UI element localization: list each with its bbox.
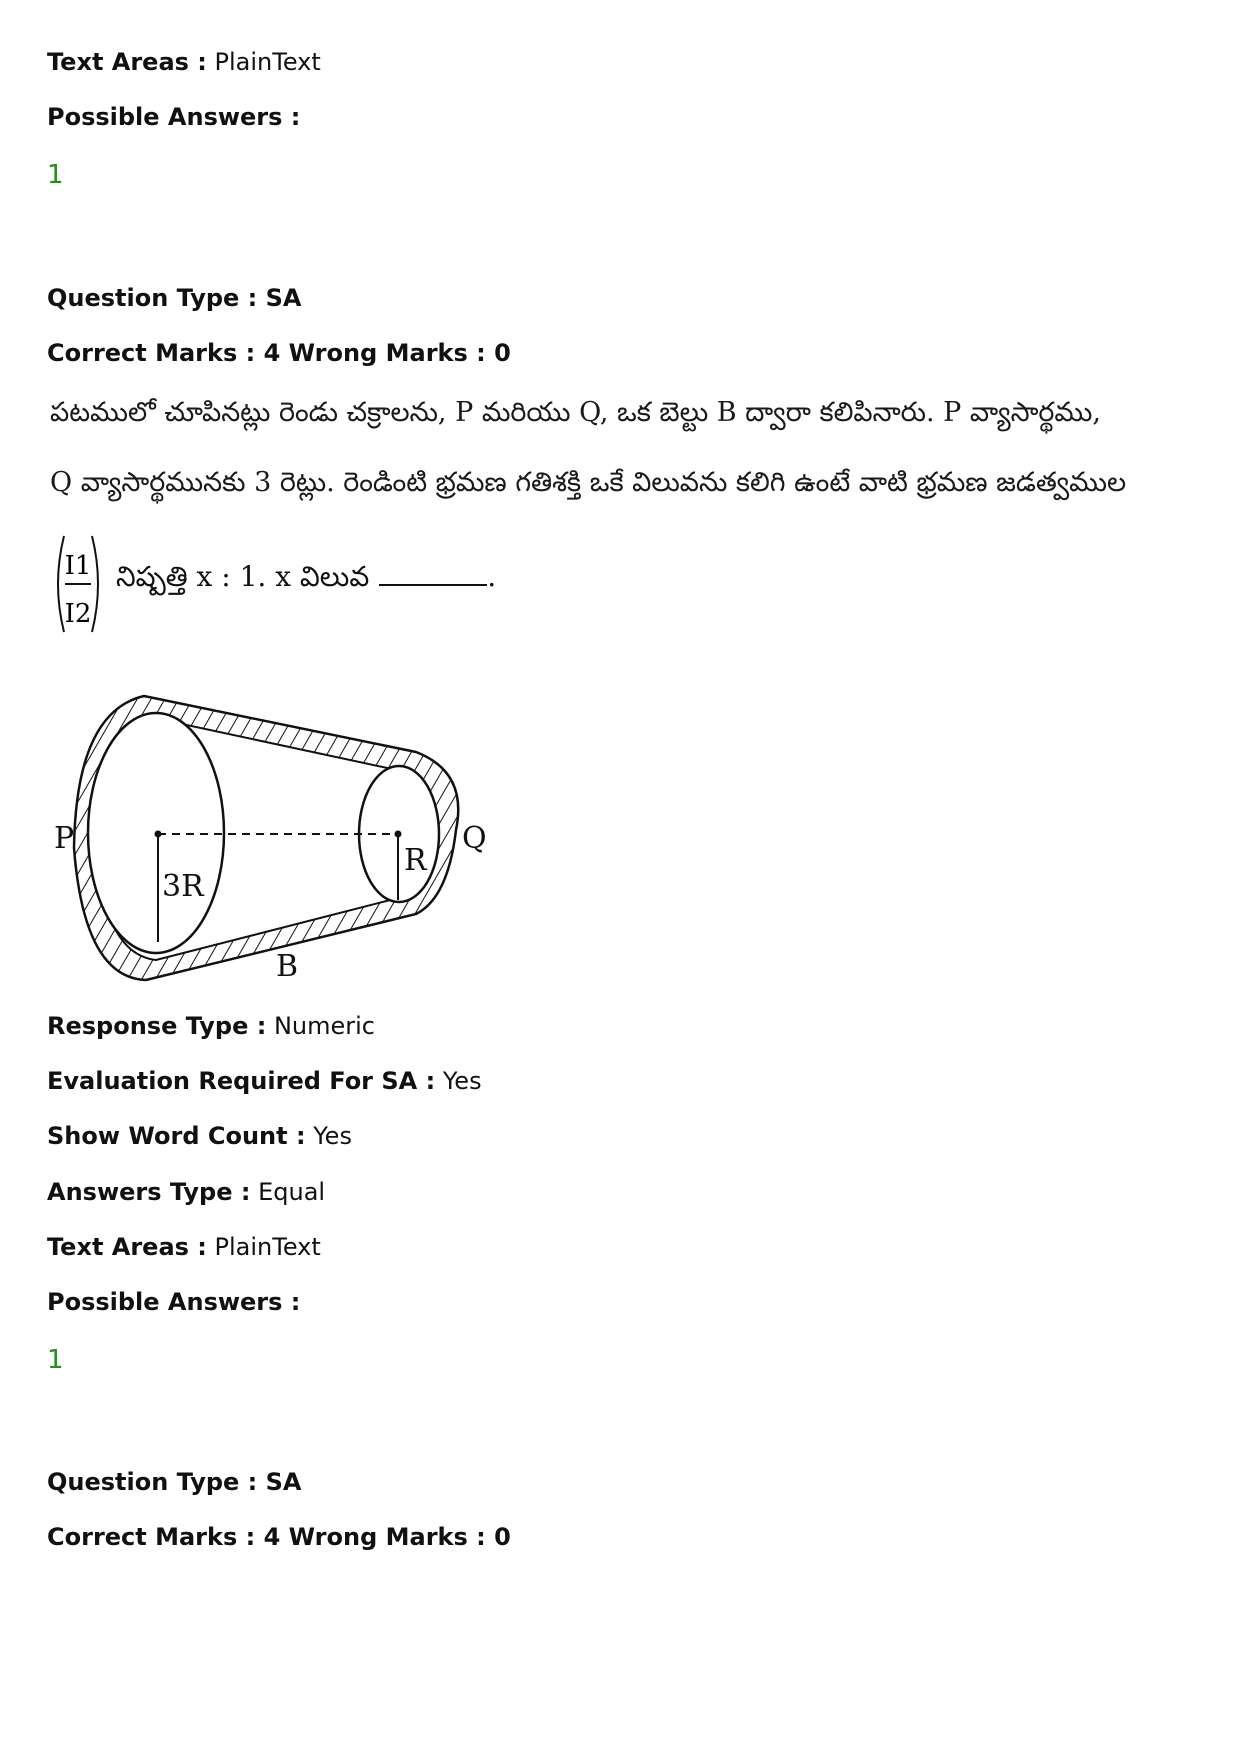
evaluation-value: Yes [442,1067,482,1095]
marks-row-2: Correct Marks : 4 Wrong Marks : 0 [47,1523,511,1551]
fraction-numerator: I1 [64,551,92,581]
question-text-line-1: పటములో చూపినట్లు రెండు చక్రాలను, P మరియు Q, ఒక బెల్టు B ద్వారా కలిపినారు. P వ్యాసార్థము, [50,397,1101,428]
possible-answers-label-2: Possible Answers : [47,1288,301,1316]
question-type-row [47,283,301,313]
question-type-label-2: Question Type : [47,1468,258,1496]
text-areas-label-2: Text Areas : [47,1233,207,1261]
possible-answers-label: Possible Answers : [47,103,301,131]
label-q: Q [462,821,487,856]
text-areas-row-2 [47,1232,321,1262]
text-areas-value-2: PlainText [214,1233,321,1261]
ratio-text: నిష్పత్తి x : 1. x విలువ [116,560,370,593]
word-count-row [47,1121,352,1151]
belt-pulley-diagram [46,688,496,988]
question-type-row-2 [47,1467,301,1497]
label-p: P [54,821,75,856]
question-type-value: SA [265,284,302,312]
inertia-ratio-fraction [52,532,104,636]
marks-row: Correct Marks : 4 Wrong Marks : 0 [47,339,511,367]
possible-answer-value-2: 1 [47,1345,64,1375]
response-type-row [47,1011,375,1041]
possible-answer-value: 1 [47,160,64,190]
answers-type-label: Answers Type : [47,1178,251,1206]
text-areas-label: Text Areas : [47,48,207,76]
ratio-period: . [487,560,497,593]
word-count-label: Show Word Count : [47,1122,306,1150]
evaluation-label: Evaluation Required For SA : [47,1067,436,1095]
question-text-line-3 [116,560,496,600]
answers-type-row [47,1177,325,1207]
question-type-label: Question Type : [47,284,258,312]
response-type-label: Response Type : [47,1012,267,1040]
fraction-denominator: I2 [64,599,92,629]
text-areas-row [47,47,321,77]
question-type-value-2: SA [265,1468,302,1496]
answers-type-value: Equal [258,1178,326,1206]
evaluation-row [47,1066,482,1096]
label-3r: 3R [162,869,204,904]
answer-blank [379,584,487,586]
label-r: R [404,843,427,878]
label-b: B [276,949,299,984]
question-text-line-2: Q వ్యాసార్థమునకు 3 రెట్లు. రెండింటి భ్రమణ గతిశక్తి ఒకే విలువను కలిగి ఉంటే వాటి భ్రమణ జడత్వముల [50,467,1127,498]
response-type-value: Numeric [273,1012,375,1040]
text-areas-value: PlainText [214,48,321,76]
word-count-value: Yes [313,1122,352,1150]
